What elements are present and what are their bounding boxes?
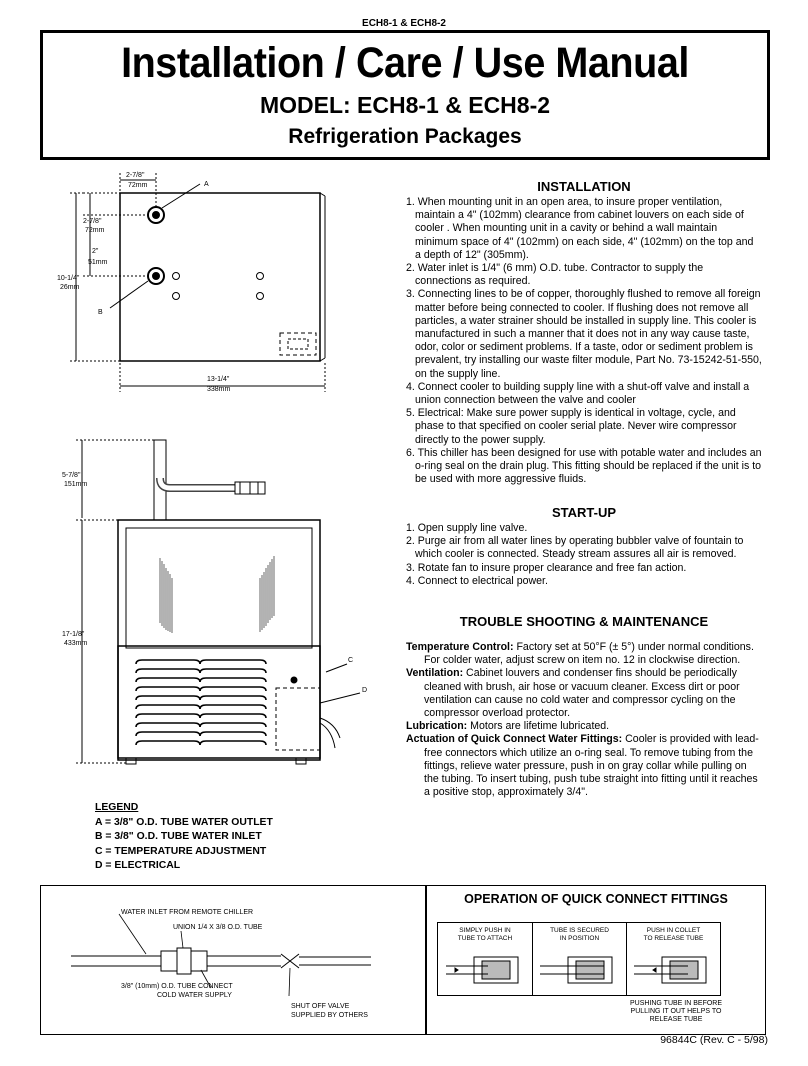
water-inlet-label: WATER INLET FROM REMOTE CHILLER [121, 909, 254, 916]
legend-item-b: B = 3/8" O.D. TUBE WATER INLET [95, 831, 262, 842]
startup-item-1: 1. Open supply line valve. [406, 522, 528, 534]
trouble-label: Ventilation: [406, 667, 464, 680]
louver-slot [136, 687, 200, 691]
trouble-text: Cabinet louvers and condenser fins should be periodically cleaned with brush, air hose or vacuum cleaner. Excess dirt or poor ventilation can cause no cold water and compressor cycling on the compressor overload protector. [424, 667, 740, 720]
subtitle: Refrigeration Packages [288, 125, 522, 148]
louver-slot [136, 705, 200, 709]
bottom-panel [40, 885, 766, 1035]
trouble-text: Motors are lifetime lubricated. [467, 720, 610, 733]
fitting-illustrations [438, 949, 720, 993]
supplied-label: SUPPLIED BY OTHERS [291, 1012, 368, 1019]
model-title: MODEL: ECH8-1 & ECH8-2 [259, 92, 551, 118]
trouble-label: Temperature Control: [406, 641, 514, 653]
louver-slot [200, 687, 266, 691]
louver-slot [136, 678, 200, 682]
quick-connect-note [601, 1000, 751, 1024]
title-box [40, 30, 770, 160]
legend [95, 801, 273, 874]
shutoff-label: SHUT OFF VALVE [291, 1003, 350, 1010]
dim-top-width: 2-7/8" [126, 172, 145, 179]
dim-height: 17-1/8" [62, 631, 85, 638]
startup-item-3: 3. Rotate fan to insure proper clearance and free fan action. [406, 561, 687, 574]
trouble-label: Actuation of Quick Connect Water Fittings: [406, 733, 623, 746]
louver-slot [200, 660, 266, 664]
label-c: C [348, 657, 354, 664]
dim-top-width-mm: 72mm [128, 182, 148, 189]
trouble-item [406, 667, 762, 720]
manual-title: Installation / Care / Use Manual [121, 39, 689, 87]
qc-cell-1 [438, 927, 532, 943]
louver-slot [200, 714, 266, 718]
dim-2in-mm: 51mm [88, 259, 108, 266]
legend-item-d: D = ELECTRICAL [95, 860, 181, 871]
louver-slot [136, 741, 200, 745]
louver-slot [136, 723, 200, 727]
dim-top: 5-7/8" [62, 472, 81, 479]
top-view-drawing [50, 168, 350, 398]
legend-heading: LEGEND [95, 802, 139, 813]
startup-heading: START-UP [551, 505, 617, 520]
louver-slot [200, 705, 266, 709]
dim-depth: 10-1/4" [57, 275, 80, 282]
trouble-item [406, 720, 762, 733]
installation-item-2: 2. Water inlet is 1/4" (6 mm) O.D. tube. Contractor to supply the connections as required. [406, 262, 704, 288]
label-d: D [362, 687, 368, 694]
dim-width-mm: 338mm [207, 386, 231, 393]
installation-heading: INSTALLATION [537, 179, 631, 194]
plumbing-diagram [61, 896, 391, 1026]
louver-slot [136, 696, 200, 700]
qc-cell-3-line2: TO RELEASE TUBE [643, 935, 704, 942]
louver-slot [200, 723, 266, 727]
divider [425, 886, 427, 1034]
trouble-item [406, 641, 762, 667]
dim-width: 13-1/4" [207, 376, 230, 383]
label-a: A [204, 181, 209, 188]
legend-item-a: A = 3/8" O.D. TUBE WATER OUTLET [95, 816, 273, 828]
trouble-section [406, 614, 762, 799]
dim-a-left: 2-7/8" [83, 218, 102, 225]
dim-2in: 2" [92, 248, 99, 255]
qc-cell-2-line1: TUBE IS SECURED [550, 927, 609, 934]
dim-top-mm: 151mm [64, 481, 88, 488]
legend-item-c: C = TEMPERATURE ADJUSTMENT [95, 845, 267, 857]
louver-slot [200, 669, 266, 673]
dim-height-mm: 433mm [64, 640, 88, 647]
note-line-2: PULLING IT OUT HELPS TO [630, 1008, 722, 1015]
qc-cell-1-line1: SIMPLY PUSH IN [459, 927, 511, 934]
louver-slot [200, 741, 266, 745]
dim-a-left-mm: 72mm [85, 227, 105, 234]
trouble-heading: TROUBLE SHOOTING & MAINTENANCE [459, 614, 709, 629]
louver-slot [200, 696, 266, 700]
trouble-text: Cooler is provided with lead-free connectors which utilize an o-ring seal. To remove tubing from the fittings, relieve water pressure, push in on gray collar while pulling on the tubing. To insert tubing, push tube straight into fitting until it reaches a positive stop, approximately 3/4". [424, 733, 759, 799]
startup-item-4: 4. Connect to electrical power. [406, 574, 548, 587]
installation-item-3: 3. Connecting lines to be of copper, thoroughly flushed to remove all foreign matter before being connected to cooler. If flushing does not remove all particles, a water strainer should be installed in supply line. This cooler is manufactured in such a manner that it does not in any way cause taste, odor, color or sediment problems. If a taste, odor or sediment problem is prevalent, try installing our waste filter module, Part No. 73-15242-51-550, on the supply line. [406, 288, 762, 380]
louver-slot [136, 732, 200, 736]
louver-slot [136, 714, 200, 718]
quick-connect-heading: OPERATION OF QUICK CONNECT FITTINGS [464, 892, 728, 906]
front-view-drawing [50, 418, 380, 778]
trouble-text: Factory set at 50°F (± 5°) under normal conditions. For colder water, adjust screw on item no. 12 in clockwise direction. [424, 641, 754, 667]
revision-footer: 96844C (Rev. C - 5/98) [660, 1034, 768, 1046]
note-line-3: RELEASE TUBE [649, 1016, 703, 1023]
installation-item-4: 4. Connect cooler to building supply line with a shut-off valve and install a union connection between the valve and cooler [406, 380, 750, 407]
cold-water-label: COLD WATER SUPPLY [157, 992, 232, 999]
note-line-1: PUSHING TUBE IN BEFORE [629, 1000, 723, 1007]
qc-cell-2 [533, 927, 626, 943]
qc-cell-2-line2: IN POSITION [559, 935, 600, 942]
trouble-item [406, 733, 762, 799]
louver-slot [200, 678, 266, 682]
trouble-label: Lubrication: [406, 720, 468, 733]
dim-depth-mm: 26mm [60, 284, 80, 291]
startup-section [406, 505, 762, 588]
qc-cell-3-line1: PUSH IN COLLET [646, 927, 701, 934]
qc-cell-3 [627, 927, 720, 943]
quick-connect-table [437, 922, 721, 996]
qc-cell-1-line2: TUBE TO ATTACH [457, 935, 513, 942]
document-code: ECH8-1 & ECH8-2 [362, 18, 446, 29]
startup-item-2: 2. Purge air from all water lines by operating bubbler valve of fountain to which cooler is connected. Steady stream assures all air is removed. [406, 535, 744, 561]
union-label: UNION 1/4 X 3/8 O.D. TUBE [173, 924, 263, 931]
louver-slot [136, 660, 200, 664]
label-b: B [98, 309, 103, 316]
installation-item-1: 1. When mounting unit in an open area, to insure proper ventilation, maintain a 4" (102mm) clearance from cabinet louvers on each side of cooler . When mounting unit in a cavity or behind a wall maintain minimum space of 4" (102mm) on each side, 4" (102mm) on the top and a depth of 12" (305mm). [406, 196, 754, 261]
installation-section [406, 179, 762, 486]
tube-connect-label: 3/8" (10mm) O.D. TUBE CONNECT [121, 983, 233, 990]
installation-item-6: 6. This chiller has been designed for use with potable water and includes an o-ring seal on the drain plug. This fitting should be replaced if the unit is to be used with more aggressive fluids. [406, 446, 762, 486]
installation-item-5: 5. Electrical: Make sure power supply is identical in voltage, cycle, and phase to that specified on cooler serial plate. Never wire compressor directly to the power supply. [406, 407, 737, 446]
louver-slot [136, 669, 200, 673]
louver-slot [200, 732, 266, 736]
